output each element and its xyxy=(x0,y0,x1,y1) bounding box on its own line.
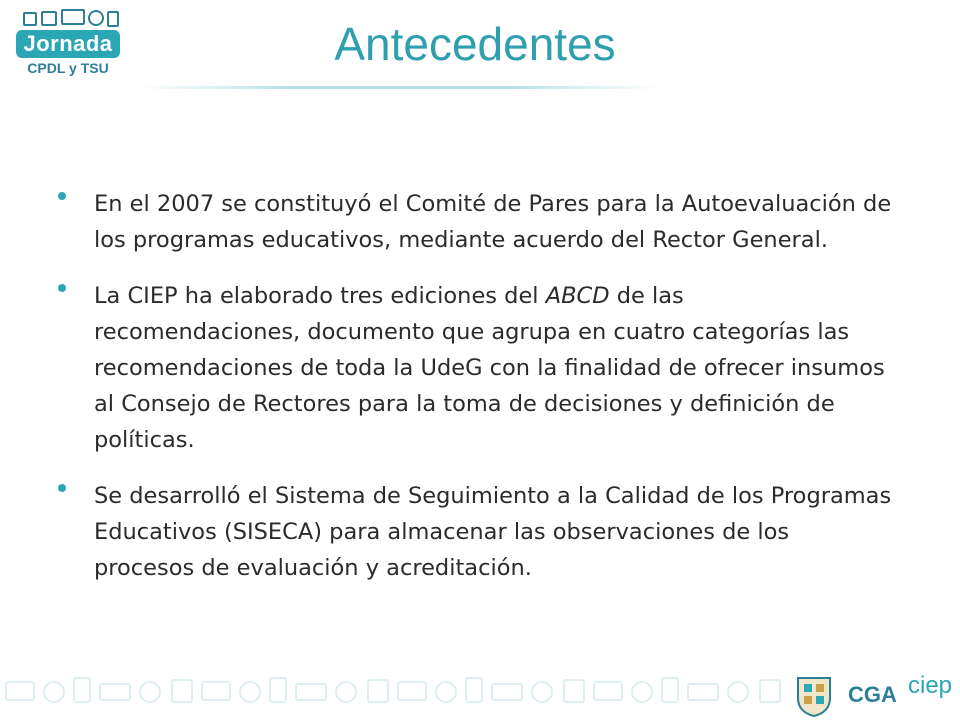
clock-icon xyxy=(89,11,103,25)
bullet-dot-icon xyxy=(58,484,66,492)
bullet-dot-icon xyxy=(58,284,66,292)
bullet-text xyxy=(94,278,892,458)
logo-icons xyxy=(22,8,122,28)
jornada-logo xyxy=(16,8,126,76)
logo-subtitle: CPDL y TSU xyxy=(27,60,109,76)
bullet-item xyxy=(52,478,892,586)
bullet-item xyxy=(52,278,892,458)
bullet-text-before: La CIEP ha elaborado tres ediciones del xyxy=(94,283,546,309)
bullet-text-italic: ABCD xyxy=(545,283,610,309)
ciep-logo: ciep xyxy=(908,672,953,699)
footer-pattern xyxy=(0,664,800,720)
logo-badge: Jornada xyxy=(16,30,120,58)
bullet-item xyxy=(52,186,892,258)
cga-logo: CGA xyxy=(848,682,897,707)
university-seal-icon xyxy=(792,672,836,718)
tablet-icon xyxy=(108,12,118,26)
bullet-text-after: de las recomendaciones, documento que agrupa en cuatro categorías las recomendaciones de toda la UdeG con la finalidad de ofrecer insumos al Consejo de Rectores para la toma de decisiones y definición de políticas. xyxy=(94,283,885,453)
slide-title: Antecedentes xyxy=(334,18,616,70)
calendar-icon xyxy=(42,12,56,25)
bullet-text: En el 2007 se constituyó el Comité de Pares para la Autoevaluación de los programas educativos, mediante acuerdo del Rector General. xyxy=(94,191,892,253)
bullet-text: Se desarrolló el Sistema de Seguimiento a la Calidad de los Programas Educativos (SISECA) para almacenar las observaciones de los procesos de evaluación y acreditación. xyxy=(94,483,892,581)
bullet-dot-icon xyxy=(58,192,66,200)
monitor-icon xyxy=(62,10,84,24)
bullet-list xyxy=(52,186,892,606)
book-icon xyxy=(24,13,36,25)
title-divider xyxy=(140,86,660,89)
